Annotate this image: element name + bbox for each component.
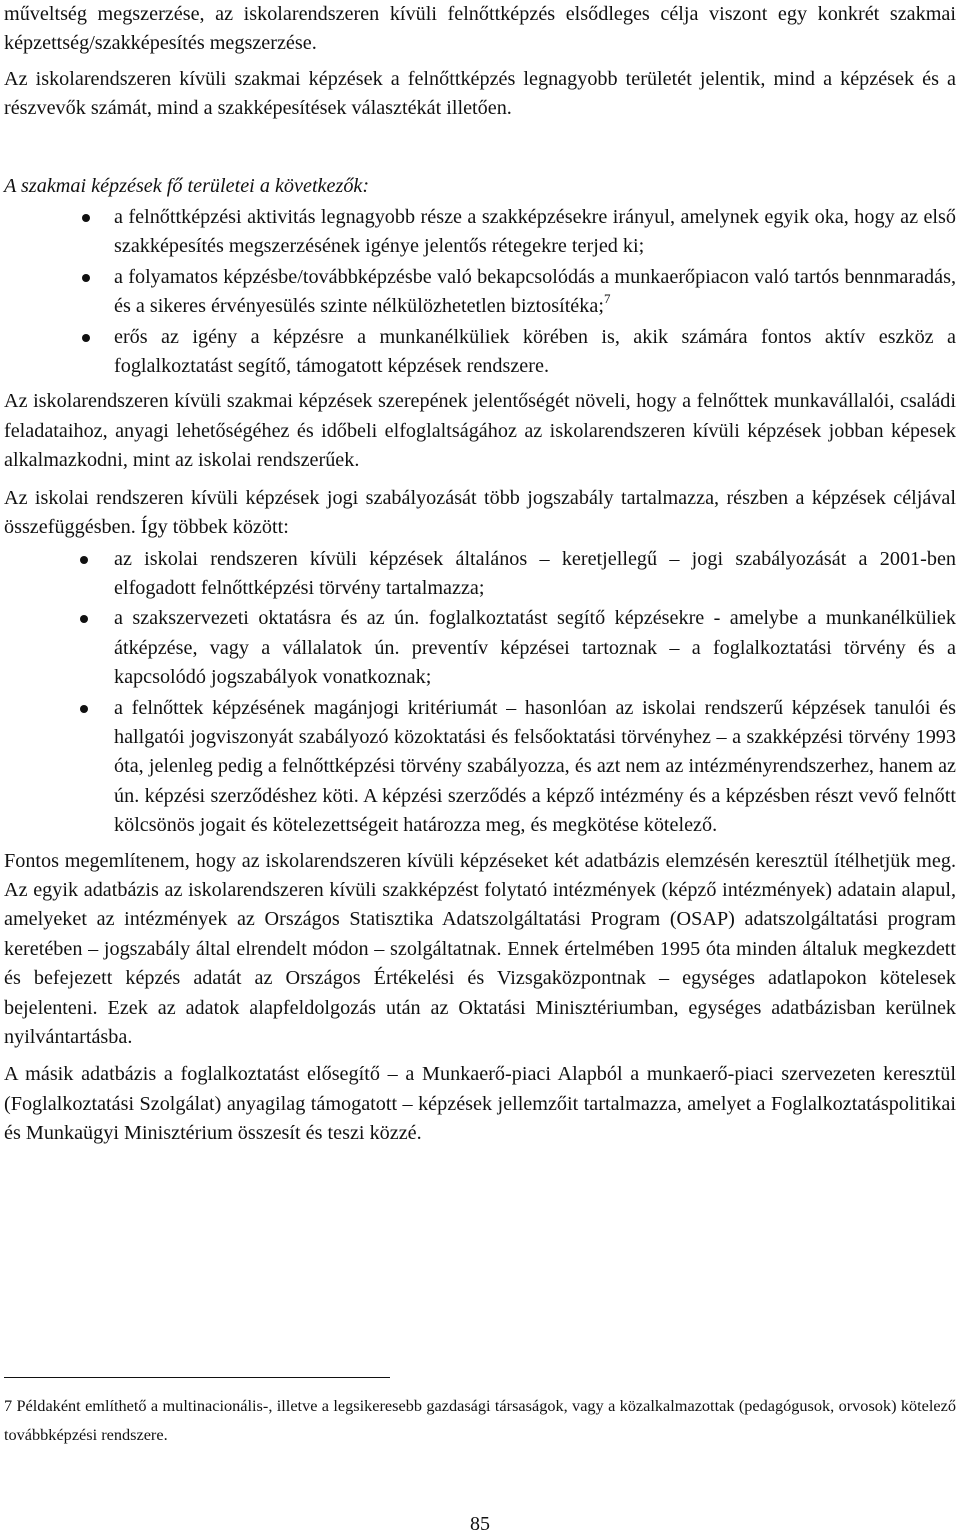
list-item [4,323,956,382]
bullet-icon [82,214,90,222]
list-item-text: erős az igény a képzésre a munkanélküliek körében is, akik számára fontos aktív eszköz a foglalkoztatást segítő, támogatott képzések rendszere. [114,325,956,378]
footnote-divider [4,1377,390,1378]
list-item-text: a szakszervezeti oktatásra és az ún. foglalkoztatást segítő képzésekre - amelybe a munkanélküliek átképzése, vagy a vállalatok ún. preventív képzései tartoznak – a foglalkoztatási törvény és a kapcsolódó jogszabályok vonatkoznak; [114,607,956,689]
bullet-icon [80,556,88,564]
list-item-text-main: a folyamatos képzésbe/továbbképzésbe való bekapcsolódás a munkaerőpiacon való tartós bennmaradás, és a sikeres érvényesülés szinte nélkülözhetetlen biztosítéka; [114,265,956,318]
paragraph-training-area: Az iskolarendszeren kívüli szakmai képzések a felnőttképzés legnagyobb területét jelentik, mind a képzések és a részvevők számát, mind a szakképesítések választékát illetően. [4,67,956,120]
footnote-reference: 7 [603,291,611,307]
list-intro-heading: A szakmai képzések fő területei a következők: [4,174,370,197]
page-number: 85 [470,1513,490,1535]
paragraph-role: Az iskolarendszeren kívüli szakmai képzések szerepének jelentőségét növeli, hogy a felnőttek munkavállalói, családi feladataihoz, anyagi lehetőségéhez és időbeli elfoglaltságához az iskolarendszeren kívüli képzések jobban képesek alkalmazkodni, mint az iskolai rendszerűek. [4,390,956,472]
bullet-icon [80,705,88,713]
list-item-text: a felnőttek képzésének magánjogi kritériumát – hasonlóan az iskolai rendszerű képzések tanulói és hallgatói jogviszonyát szabályozó közoktatási és felsőoktatási törvényhez – a szakképzési törvény 1993 óta, jelenleg pedig a felnőttképzési törvény szabályozza, és azt nem az intézményrendszerhez, hanem az ún. képzési szerződéshez köti. A képzési szerződés a képző intézmény és a képzésben részt vevő felnőtt kölcsönös jogait és kötelezettségeit határozza meg, és megkötése kötelező. [114,696,956,837]
list-item [4,604,956,692]
document-page [4,0,956,1149]
training-areas-list [4,203,956,381]
bullet-icon [80,615,88,623]
list-item [4,545,956,604]
bullet-icon [82,274,90,282]
legal-regulation-list [4,545,956,841]
paragraph-databases: Fontos megemlítenem, hogy az iskolarendszeren kívüli képzéseket két adatbázis elemzésén keresztül ítélhetjük meg. Az egyik adatbázis az iskolarendszeren kívüli szakképzést folytató intézmények (képző intézmények) adatain alapul, amelyeket az intézmények az Országos Statisztika Adatszolgáltatási Program (OSAP) adatszolgáltatási program keretében – jogszabály által elrendelt módon – szolgáltatnak. Ennek értelmében 1995 óta minden általuk megkezdett és befejezett képzés adatát az Országos Értékelési és Vizsgaközpontnak – egységes adatlapokon kötelesek bejelenteni. Ezek az adatok alapfeldolgozás után az Oktatási Minisztériumban, egységes adatbázisban kerülnek nyilvántartásba. [4,849,956,1048]
list-item-text [114,263,956,322]
list-item [4,263,956,322]
paragraph-second-database: A másik adatbázis a foglalkoztatást elősegítő – a Munkaerő-piaci Alapból a munkaerő-piaci szervezeten keresztül (Foglalkoztatási Szolgálat) anyagilag támogatott – képzések jellemzőit tartalmazza, amelyet a Foglalkoztatáspolitikai és Munkaügyi Minisztérium összesít és teszi közzé. [4,1063,956,1145]
bullet-icon [82,334,90,342]
list-item [4,694,956,841]
list-item-text: a felnőttképzési aktivitás legnagyobb része a szakképzésekre irányul, amelynek egyik oka, hogy az első szakképesítés megszerzésének igénye jelentős rétegekre terjed ki; [114,206,956,258]
list-item-text: az iskolai rendszeren kívüli képzések általános – keretjellegű – jogi szabályozását a 2001-ben elfogadott felnőttképzési törvény tartalmazza; [114,547,956,599]
footnote: 7 Példaként említhető a multinacionális-, illetve a legsikeresebb gazdasági társaságok, vagy a közalkalmazottak (pedagógusok, orvosok) kötelező továbbképzési rendszere. [4,1396,956,1444]
paragraph-legal: Az iskolai rendszeren kívüli képzések jogi szabályozását több jogszabály tartalmazza, részben a képzések céljával összefüggésben. Így többek között: [4,486,956,539]
list-item [4,203,956,262]
paragraph-top: műveltség megszerzése, az iskolarendszeren kívüli felnőttképzés elsődleges célja viszont egy konkrét szakmai képzettség/szakképesítés megszerzése. [4,3,956,55]
